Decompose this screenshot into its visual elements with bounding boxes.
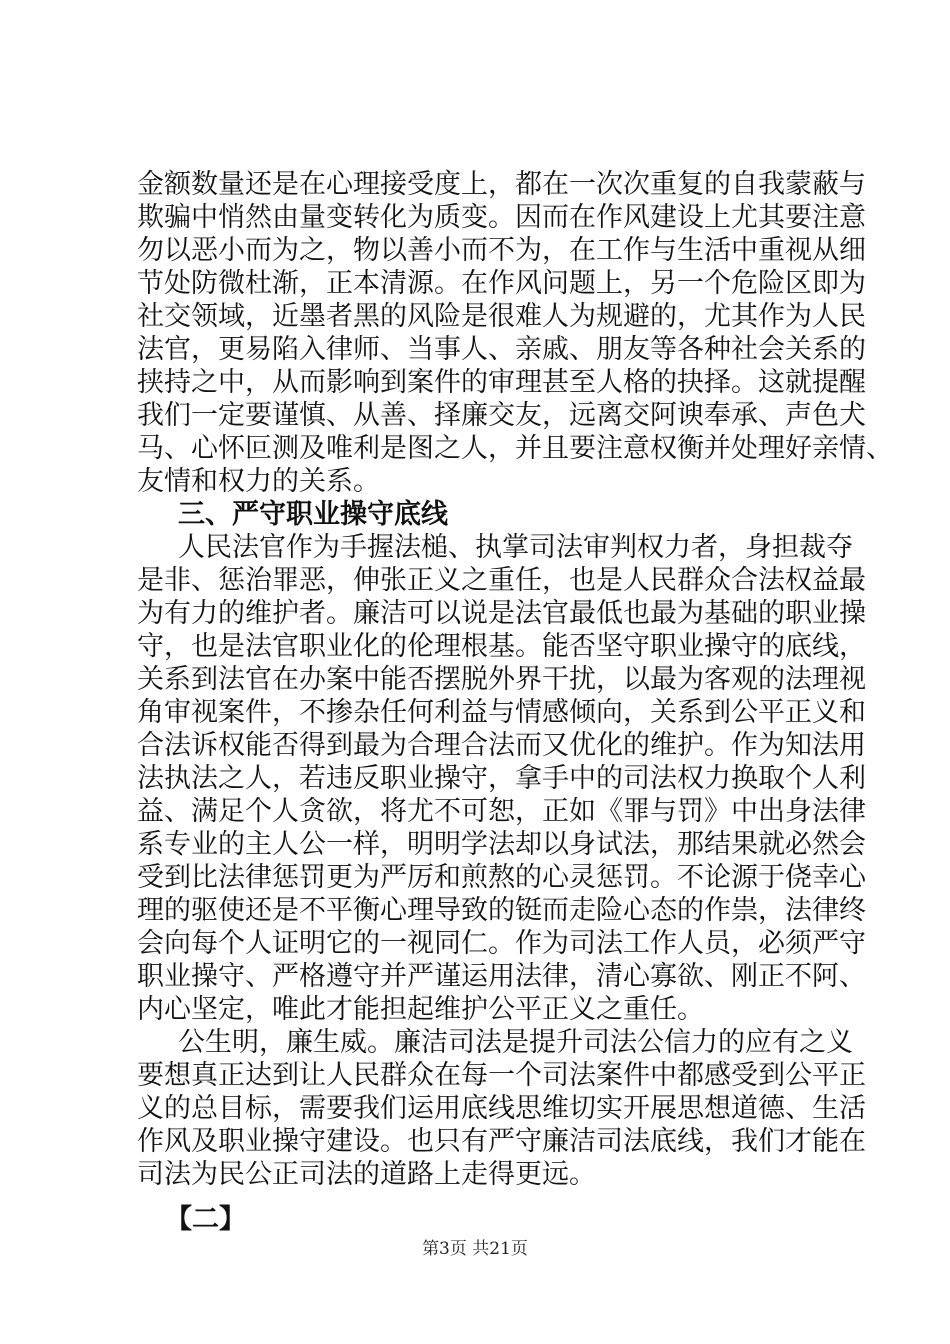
paragraph-1 xyxy=(137,168,893,498)
text-line: 勿以恶小而为之，物以善小而不为，在工作与生活中重视从细 xyxy=(137,235,866,266)
text-line: 要想真正达到让人民群众在每一个司法案件中都感受到公平正 xyxy=(137,1060,866,1091)
text-line: 欺骗中悄然由量变转化为质变。因而在作风建设上尤其要注意 xyxy=(137,202,866,233)
text-line: 受到比法律惩罚更为严厉和煎熬的心灵惩罚。不论源于侥幸心 xyxy=(137,862,866,893)
text-line: 司法为民公正司法的道路上走得更远。 xyxy=(137,1159,596,1190)
text-line: 人民法官作为手握法槌、执掌司法审判权力者，身担裁夺 xyxy=(178,532,853,563)
text-line: 职业操守、严格遵守并严谨运用法律，清心寡欲、刚正不阿、 xyxy=(137,961,866,992)
text-line: 系专业的主人公一样，明明学法却以身试法，那结果就必然会 xyxy=(137,829,866,860)
text-line: 为有力的维护者。廉洁可以说是法官最低也最为基础的职业操 xyxy=(137,598,866,629)
text-line: 是非、惩治罪恶，伸张正义之重任，也是人民群众合法权益最 xyxy=(137,565,866,596)
text-line: 会向每个人证明它的一视同仁。作为司法工作人员，必须严守 xyxy=(137,928,866,959)
text-line: 挟持之中，从而影响到案件的审理甚至人格的抉择。这就提醒 xyxy=(137,367,866,398)
text-line: 作风及职业操守建设。也只有严守廉洁司法底线，我们才能在 xyxy=(137,1126,866,1157)
text-line: 社交领域，近墨者黑的风险是很难人为规避的，尤其作为人民 xyxy=(137,301,866,332)
section-marker: 【二】 xyxy=(165,1204,246,1235)
text-line: 法官，更易陷入律师、当事人、亲戚、朋友等各种社会关系的 xyxy=(137,334,866,365)
text-line: 益、满足个人贪欲，将尤不可恕，正如《罪与罚》中出身法律 xyxy=(137,796,866,827)
text-line: 马、心怀叵测及唯利是图之人，并且要注意权衡并处理好亲情、 xyxy=(137,433,893,464)
text-line: 合法诉权能否得到最为合理合法而又优化的维护。作为知法用 xyxy=(137,730,866,761)
text-line: 公生明，廉生威。廉洁司法是提升司法公信力的应有之义 xyxy=(178,1027,853,1058)
text-line: 节处防微杜渐，正本清源。在作风问题上，另一个危险区即为 xyxy=(137,268,866,299)
text-line: 金额数量还是在心理接受度上，都在一次次重复的自我蒙蔽与 xyxy=(137,169,866,200)
text-line: 友情和权力的关系。 xyxy=(137,466,380,497)
text-line: 内心坚定，唯此才能担起维护公平正义之重任。 xyxy=(137,994,704,1025)
paragraph-3 xyxy=(137,1026,866,1191)
document-body xyxy=(137,168,893,1239)
text-line: 守，也是法官职业化的伦理根基。能否坚守职业操守的底线， xyxy=(137,631,866,662)
text-line: 法执法之人，若违反职业操守，拿手中的司法权力换取个人利 xyxy=(137,763,866,794)
page-footer: 第3页 共21页 xyxy=(422,1239,528,1259)
text-line: 理的驱使还是不平衡心理导致的铤而走险心态的作祟，法律终 xyxy=(137,895,866,926)
text-line: 关系到法官在办案中能否摆脱外界干扰，以最为客观的法理视 xyxy=(137,664,866,695)
text-line: 角审视案件，不掺杂任何利益与情感倾向，关系到公平正义和 xyxy=(137,697,866,728)
paragraph-2 xyxy=(137,531,866,1026)
text-line: 义的总目标，需要我们运用底线思维切实开展思想道德、生活 xyxy=(137,1093,866,1124)
text-line: 我们一定要谨慎、从善、择廉交友，远离交阿谀奉承、声色犬 xyxy=(137,400,866,431)
section-heading: 三、严守职业操守底线 xyxy=(178,499,448,530)
